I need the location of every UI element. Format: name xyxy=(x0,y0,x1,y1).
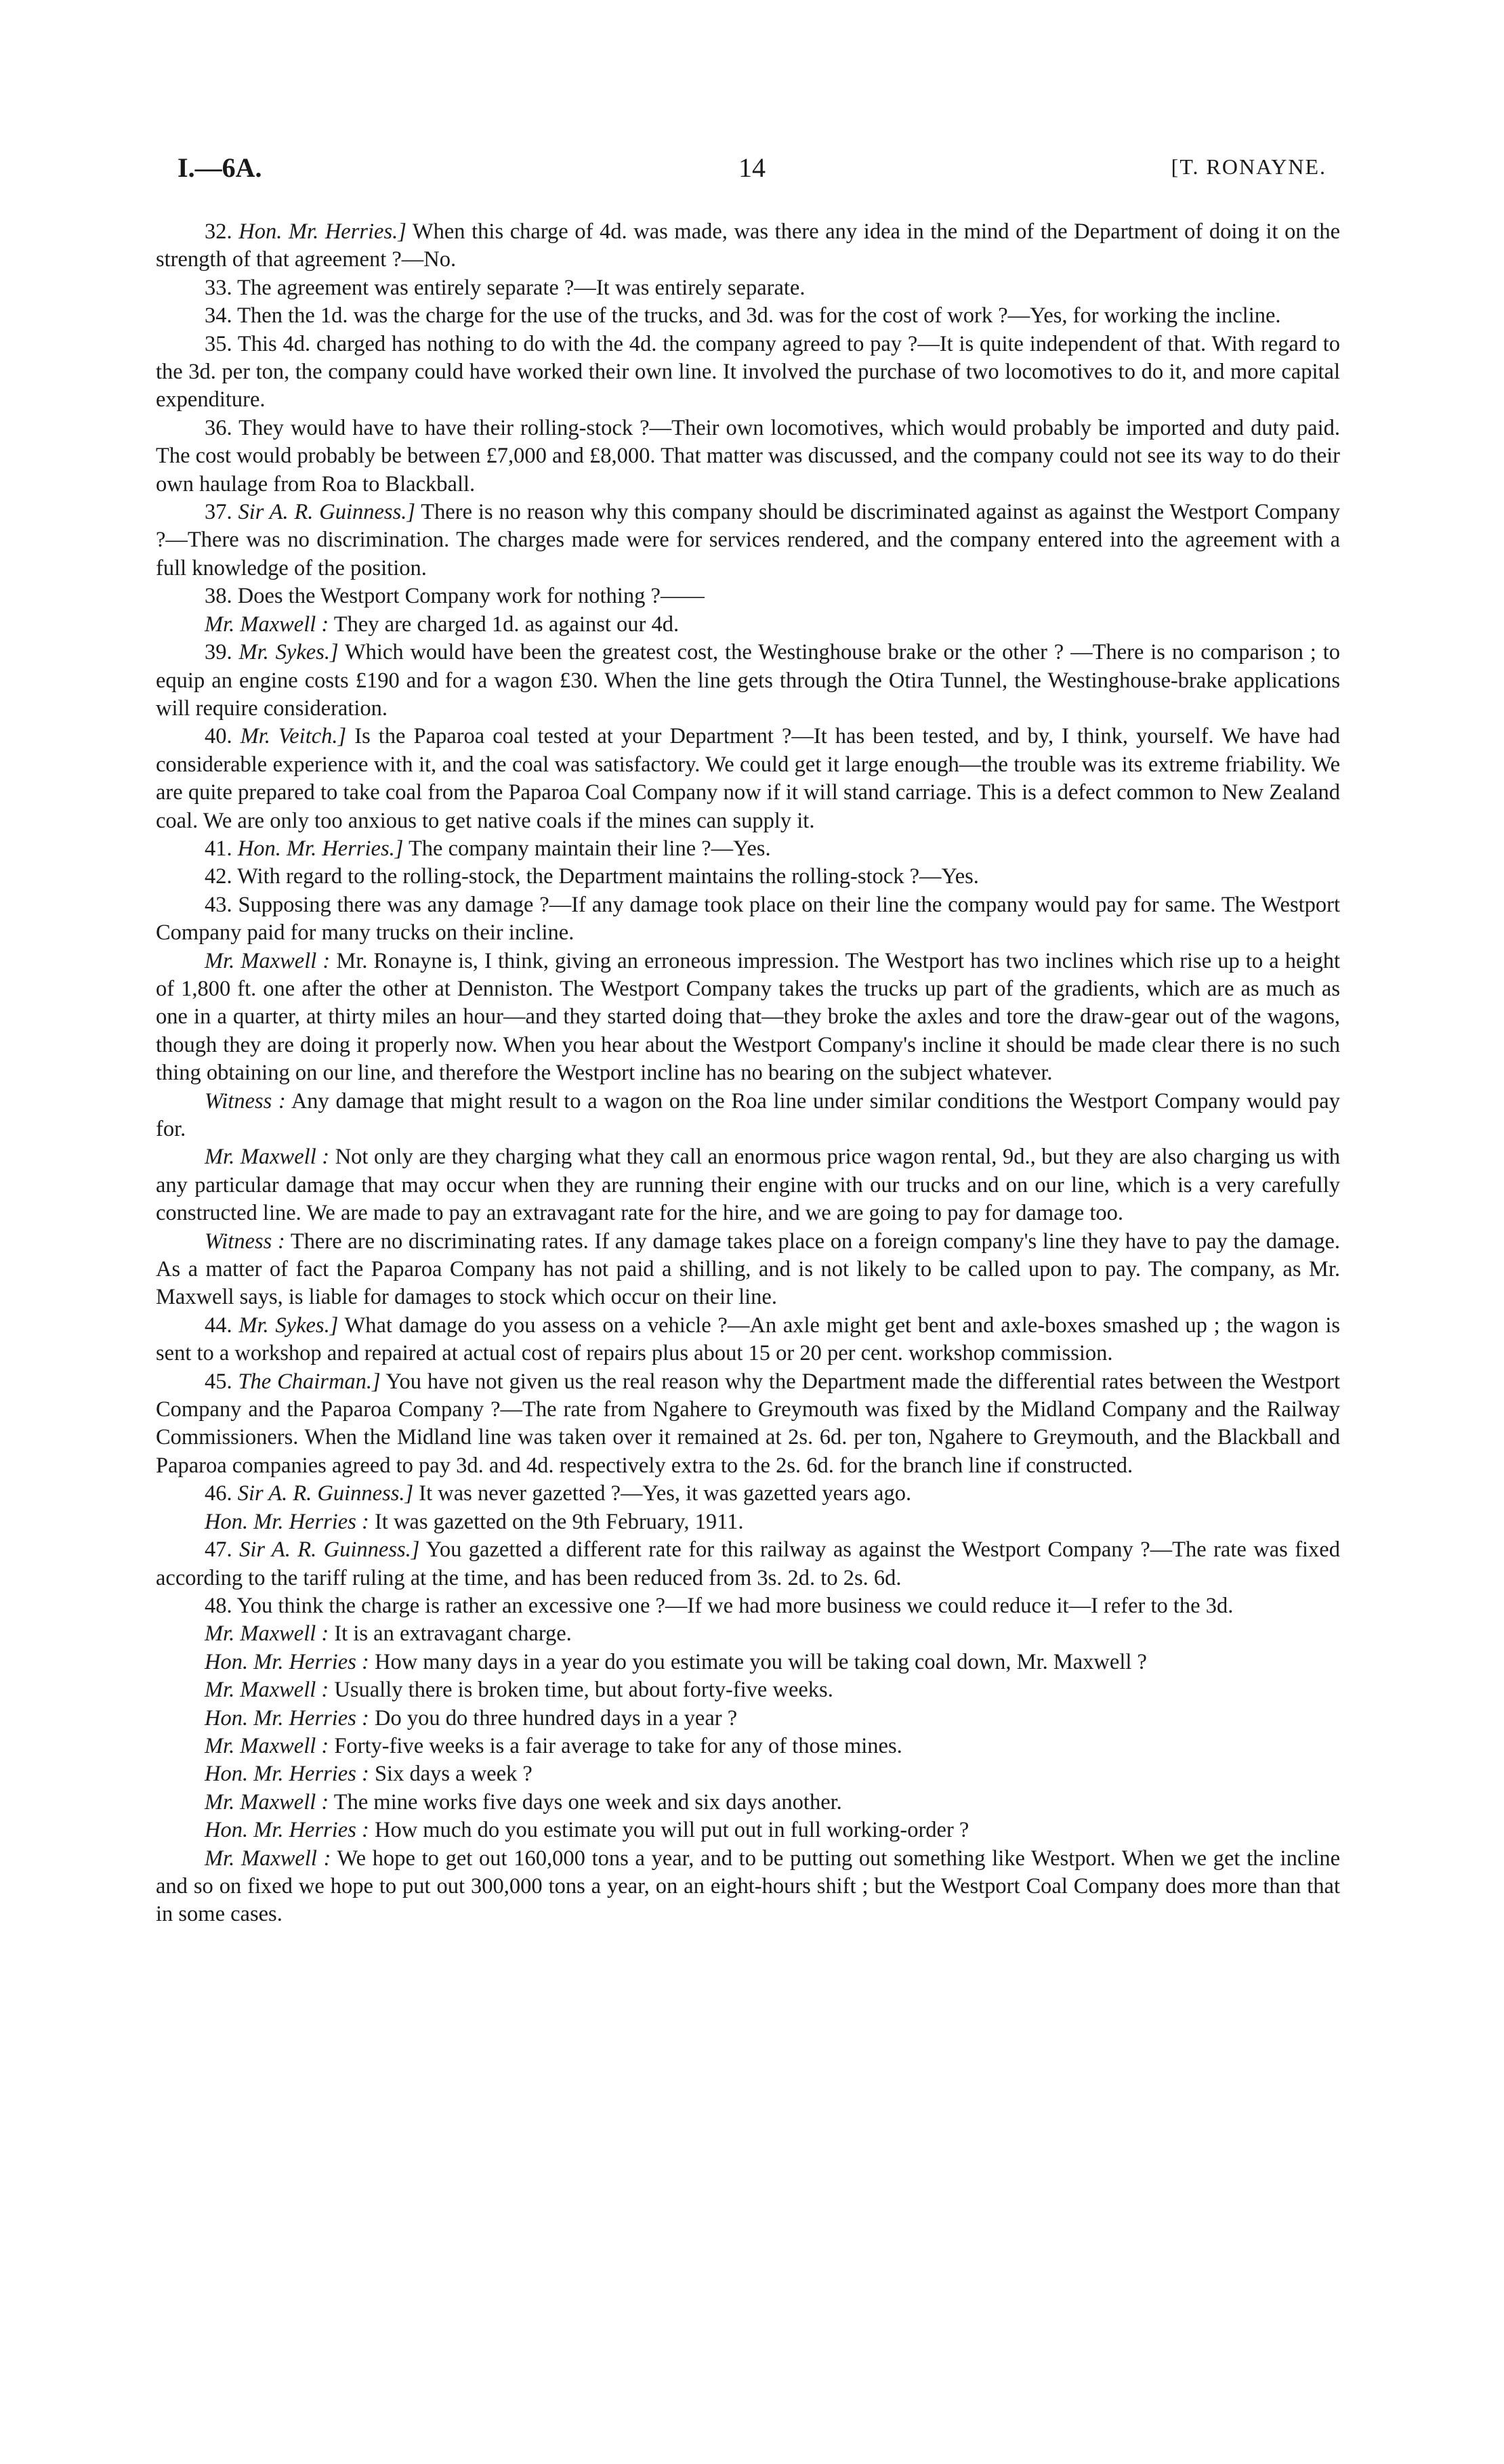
paragraph-text: They are charged 1d. as against our 4d. xyxy=(333,612,680,637)
speaker-name: Sir A. R. Guinness.] xyxy=(239,1537,420,1563)
paragraph-text: Not only are they charging what they call an enormous price wagon rental, 9d., but they are also charging us with any particular damage that may occur when they are running their engine with our trucks and on our line, which is a very carefully constructed line. We are made to pay an extravagant rate for the hire, and we are going to pay for damage too. xyxy=(156,1145,1341,1226)
question-number: 45. xyxy=(205,1369,232,1394)
transcript-paragraph xyxy=(156,1620,1340,1648)
speaker-name: Mr. Maxwell : xyxy=(205,1678,329,1703)
paragraph-text: Supposing there was any damage ?—If any damage took place on their line the company would pay for same. The Westport Company paid for many trucks on their incline. xyxy=(156,892,1341,946)
speaker-name: Mr. Maxwell : xyxy=(205,1621,329,1647)
transcript-paragraph xyxy=(156,1817,1340,1844)
paragraph-text: The agreement was entirely separate ?—It was entirely separate. xyxy=(237,275,806,300)
speaker-name: Witness : xyxy=(205,1229,285,1254)
transcript-paragraph xyxy=(156,723,1340,835)
transcript-paragraph xyxy=(156,582,1340,610)
speaker-name: Hon. Mr. Herries : xyxy=(205,1509,369,1534)
paragraph-text: There is no reason why this company should be discriminated against as against the Westport Company ?—There was no discrimination. The charges made were for services rendered, and the company entered into the agreement with a full knowledge of the position. xyxy=(156,500,1340,580)
question-number: 44. xyxy=(205,1313,232,1338)
paragraph-text: There are no discriminating rates. If any damage takes place on a foreign company's line they have to pay the damage. As a matter of fact the Paparoa Company has not paid a shilling, and is not likely to be called upon to pay. The company, as Mr. Maxwell says, is liable for damages to stock which occur on their line. xyxy=(156,1229,1340,1310)
question-number: 42. xyxy=(205,864,232,889)
transcript-paragraph xyxy=(156,1705,1340,1733)
speaker-name: Hon. Mr. Herries : xyxy=(205,1649,369,1674)
speaker-name: Hon. Mr. Herries : xyxy=(205,1705,369,1730)
paragraph-text: Any damage that might result to a wagon on the Roa line under similar conditions the Westport Company would pay for. xyxy=(156,1088,1340,1141)
transcript-paragraph xyxy=(156,415,1340,498)
transcript-paragraph xyxy=(156,1088,1340,1144)
paragraph-text: With regard to the rolling-stock, the Department maintains the rolling-stock ?—Yes. xyxy=(237,864,979,889)
transcript-paragraph xyxy=(156,835,1340,863)
speaker-name: Mr. Maxwell : xyxy=(205,612,329,637)
question-number: 39. xyxy=(205,640,232,665)
page-header xyxy=(177,152,1327,192)
speaker-name: Sir A. R. Guinness.] xyxy=(237,1481,414,1506)
speaker-name: Hon. Mr. Herries : xyxy=(205,1762,369,1787)
question-number: 36. xyxy=(205,415,232,440)
transcript-body xyxy=(156,218,1340,1929)
transcript-paragraph xyxy=(156,1312,1340,1368)
paragraph-text: They would have to have their rolling-stock ?—Their own locomotives, which would probably be imported and duty paid. The cost would probably be between £7,000 and £8,000. That matter was discussed, and the company could not see its way to do their own haulage from Roa to Blackball. xyxy=(156,415,1340,496)
speaker-name: Mr. Maxwell : xyxy=(205,948,331,973)
paragraph-text: It was gazetted on the 9th February, 1911. xyxy=(374,1509,744,1534)
paragraph-text: What damage do you assess on a vehicle ?—An axle might get bent and axle-boxes smashed up ; the wagon is sent to a workshop and repaired at actual cost of repairs plus about 15 or 20 per cent. workshop commission. xyxy=(156,1313,1340,1366)
paragraph-text: Does the Westport Company work for nothing ?—— xyxy=(237,584,705,609)
transcript-paragraph xyxy=(156,891,1340,948)
question-number: 40. xyxy=(205,724,232,749)
speaker-name: Hon. Mr. Herries.] xyxy=(238,219,406,244)
transcript-paragraph xyxy=(156,1508,1340,1536)
transcript-paragraph xyxy=(156,331,1340,415)
paragraph-text: When this charge of 4d. was made, was there any idea in the mind of the Department of doing it on the strength of that agreement ?—No. xyxy=(156,219,1341,272)
paragraph-text: Which would have been the greatest cost, the Westinghouse brake or the other ? —There is no comparison ; to equip an engine costs £190 and for a wagon £30. When the line gets through the Otira Tunnel, the Westinghouse-brake applications will require consideration. xyxy=(156,640,1340,721)
speaker-name: Mr. Maxwell : xyxy=(205,1846,331,1871)
question-number: 47. xyxy=(205,1537,232,1563)
speaker-name: Mr. Maxwell : xyxy=(205,1789,329,1814)
speaker-name: Mr. Maxwell : xyxy=(205,1145,330,1170)
transcript-paragraph xyxy=(156,1760,1340,1788)
question-number: 48. xyxy=(205,1593,232,1618)
paragraph-text: Forty-five weeks is a fair average to take for any of those mines. xyxy=(334,1733,902,1758)
question-number: 41. xyxy=(205,836,232,861)
transcript-paragraph xyxy=(156,1649,1340,1676)
speaker-name: Hon. Mr. Herries : xyxy=(205,1818,369,1843)
paragraph-text: This 4d. charged has nothing to do with the 4d. the company agreed to pay ?—It is quite independent of that. With regard to the 3d. per ton, the company could have worked their own line. It involved the purchase of two locomotives to do it, and more capital expenditure. xyxy=(156,331,1340,412)
speaker-name: Sir A. R. Guinness.] xyxy=(238,500,415,525)
paragraph-text: Is the Paparoa coal tested at your Department ?—It has been tested, and by, I think, yourself. We have had considerable experience with it, and the coal was satisfactory. We could get it large enough—the trouble was its extreme friability. We are quite prepared to take coal from the Paparoa Coal Company now if it will stand carriage. This is a defect common to New Zealand coal. We are only too anxious to get native coals if the mines can supply it. xyxy=(156,724,1341,833)
speaker-name: Mr. Maxwell : xyxy=(205,1733,329,1758)
page-number: 14 xyxy=(738,152,766,183)
transcript-paragraph xyxy=(156,1368,1340,1481)
paragraph-text: How many days in a year do you estimate you will be taking coal down, Mr. Maxwell ? xyxy=(374,1649,1147,1674)
paragraph-text: It was never gazetted ?—Yes, it was gazetted years ago. xyxy=(419,1481,912,1506)
transcript-paragraph xyxy=(156,274,1340,302)
paper-reference: I.—6A. xyxy=(177,152,262,183)
paragraph-text: We hope to get out 160,000 tons a year, and to be putting out something like Westport. When we get the incline and so on fixed we hope to put out 300,000 tons a year, on an eight-hours shift ; but the Westport Coal Company does more than that in some cases. xyxy=(156,1846,1340,1927)
question-number: 33. xyxy=(205,275,232,300)
transcript-paragraph xyxy=(156,1143,1340,1227)
transcript-paragraph xyxy=(156,498,1340,582)
question-number: 38. xyxy=(205,584,232,609)
transcript-paragraph xyxy=(156,1480,1340,1508)
paragraph-text: Six days a week ? xyxy=(374,1762,532,1787)
speaker-name: Mr. Sykes.] xyxy=(238,640,339,665)
transcript-paragraph xyxy=(156,1789,1340,1817)
transcript-paragraph xyxy=(156,1228,1340,1312)
speaker-name: Witness : xyxy=(205,1088,286,1113)
question-number: 32. xyxy=(205,219,232,244)
question-number: 35. xyxy=(205,331,232,356)
transcript-paragraph xyxy=(156,218,1340,274)
paragraph-text: The company maintain their line ?—Yes. xyxy=(408,836,771,861)
paragraph-text: You have not given us the real reason why the Department made the differential rates between the Westport Company and the Paparoa Company ?—The rate from Ngahere to Greymouth was fixed by the Midland Company and the Railway Commissioners. When the Midland line was taken over it remained at 2s. 6d. per ton, Ngahere to Greymouth, and the Blackball and Paparoa companies agreed to pay 3d. and 4d. respectively extra to the 2s. 6d. for the branch line if constructed. xyxy=(156,1369,1340,1478)
witness-name: [T. RONAYNE. xyxy=(1171,154,1327,179)
question-number: 46. xyxy=(205,1481,232,1506)
paragraph-text: You gazetted a different rate for this railway as against the Westport Company ?—The rate was fixed according to the tariff ruling at the time, and has been reduced from 3s. 2d. to 2s. 6d. xyxy=(156,1537,1340,1590)
speaker-name: Mr. Sykes.] xyxy=(238,1313,339,1338)
paragraph-text: Usually there is broken time, but about forty-five weeks. xyxy=(334,1678,833,1703)
transcript-paragraph xyxy=(156,1592,1340,1620)
paragraph-text: How much do you estimate you will put out in full working-order ? xyxy=(374,1818,969,1843)
transcript-paragraph xyxy=(156,1536,1340,1592)
transcript-paragraph xyxy=(156,1733,1340,1760)
question-number: 37. xyxy=(205,500,232,525)
transcript-paragraph xyxy=(156,1845,1340,1929)
paragraph-text: You think the charge is rather an excessive one ?—If we had more business we could reduce it—I refer to the 3d. xyxy=(236,1593,1234,1618)
transcript-paragraph xyxy=(156,302,1340,330)
question-number: 34. xyxy=(205,303,232,328)
question-number: 43. xyxy=(205,892,232,917)
paragraph-text: It is an extravagant charge. xyxy=(334,1621,572,1647)
speaker-name: Mr. Veitch.] xyxy=(240,724,347,749)
transcript-paragraph xyxy=(156,863,1340,891)
paragraph-text: Do you do three hundred days in a year ? xyxy=(374,1705,738,1730)
transcript-paragraph xyxy=(156,611,1340,639)
speaker-name: The Chairman.] xyxy=(238,1369,381,1394)
paragraph-text: The mine works five days one week and six days another. xyxy=(333,1789,842,1814)
paragraph-text: Then the 1d. was the charge for the use of the trucks, and 3d. was for the cost of work ?—Yes, for working the incline. xyxy=(237,303,1281,328)
transcript-paragraph xyxy=(156,1676,1340,1704)
paragraph-text: Mr. Ronayne is, I think, giving an erroneous impression. The Westport has two inclines which rise up to a height of 1,800 ft. one after the other at Denniston. The Westport Company takes the trucks up part of the gradients, which are as much as one in a quarter, at thirty miles an hour—and they started doing that—they broke the axles and tore the draw-gear out of the wagons, though they are doing it properly now. When you hear about the Westport Company's incline it should be made clear there is no such thing obtaining on our line, and therefore the Westport incline has no bearing on the subject whatever. xyxy=(156,948,1340,1086)
transcript-paragraph xyxy=(156,948,1340,1088)
speaker-name: Hon. Mr. Herries.] xyxy=(237,836,404,861)
transcript-paragraph xyxy=(156,639,1340,723)
